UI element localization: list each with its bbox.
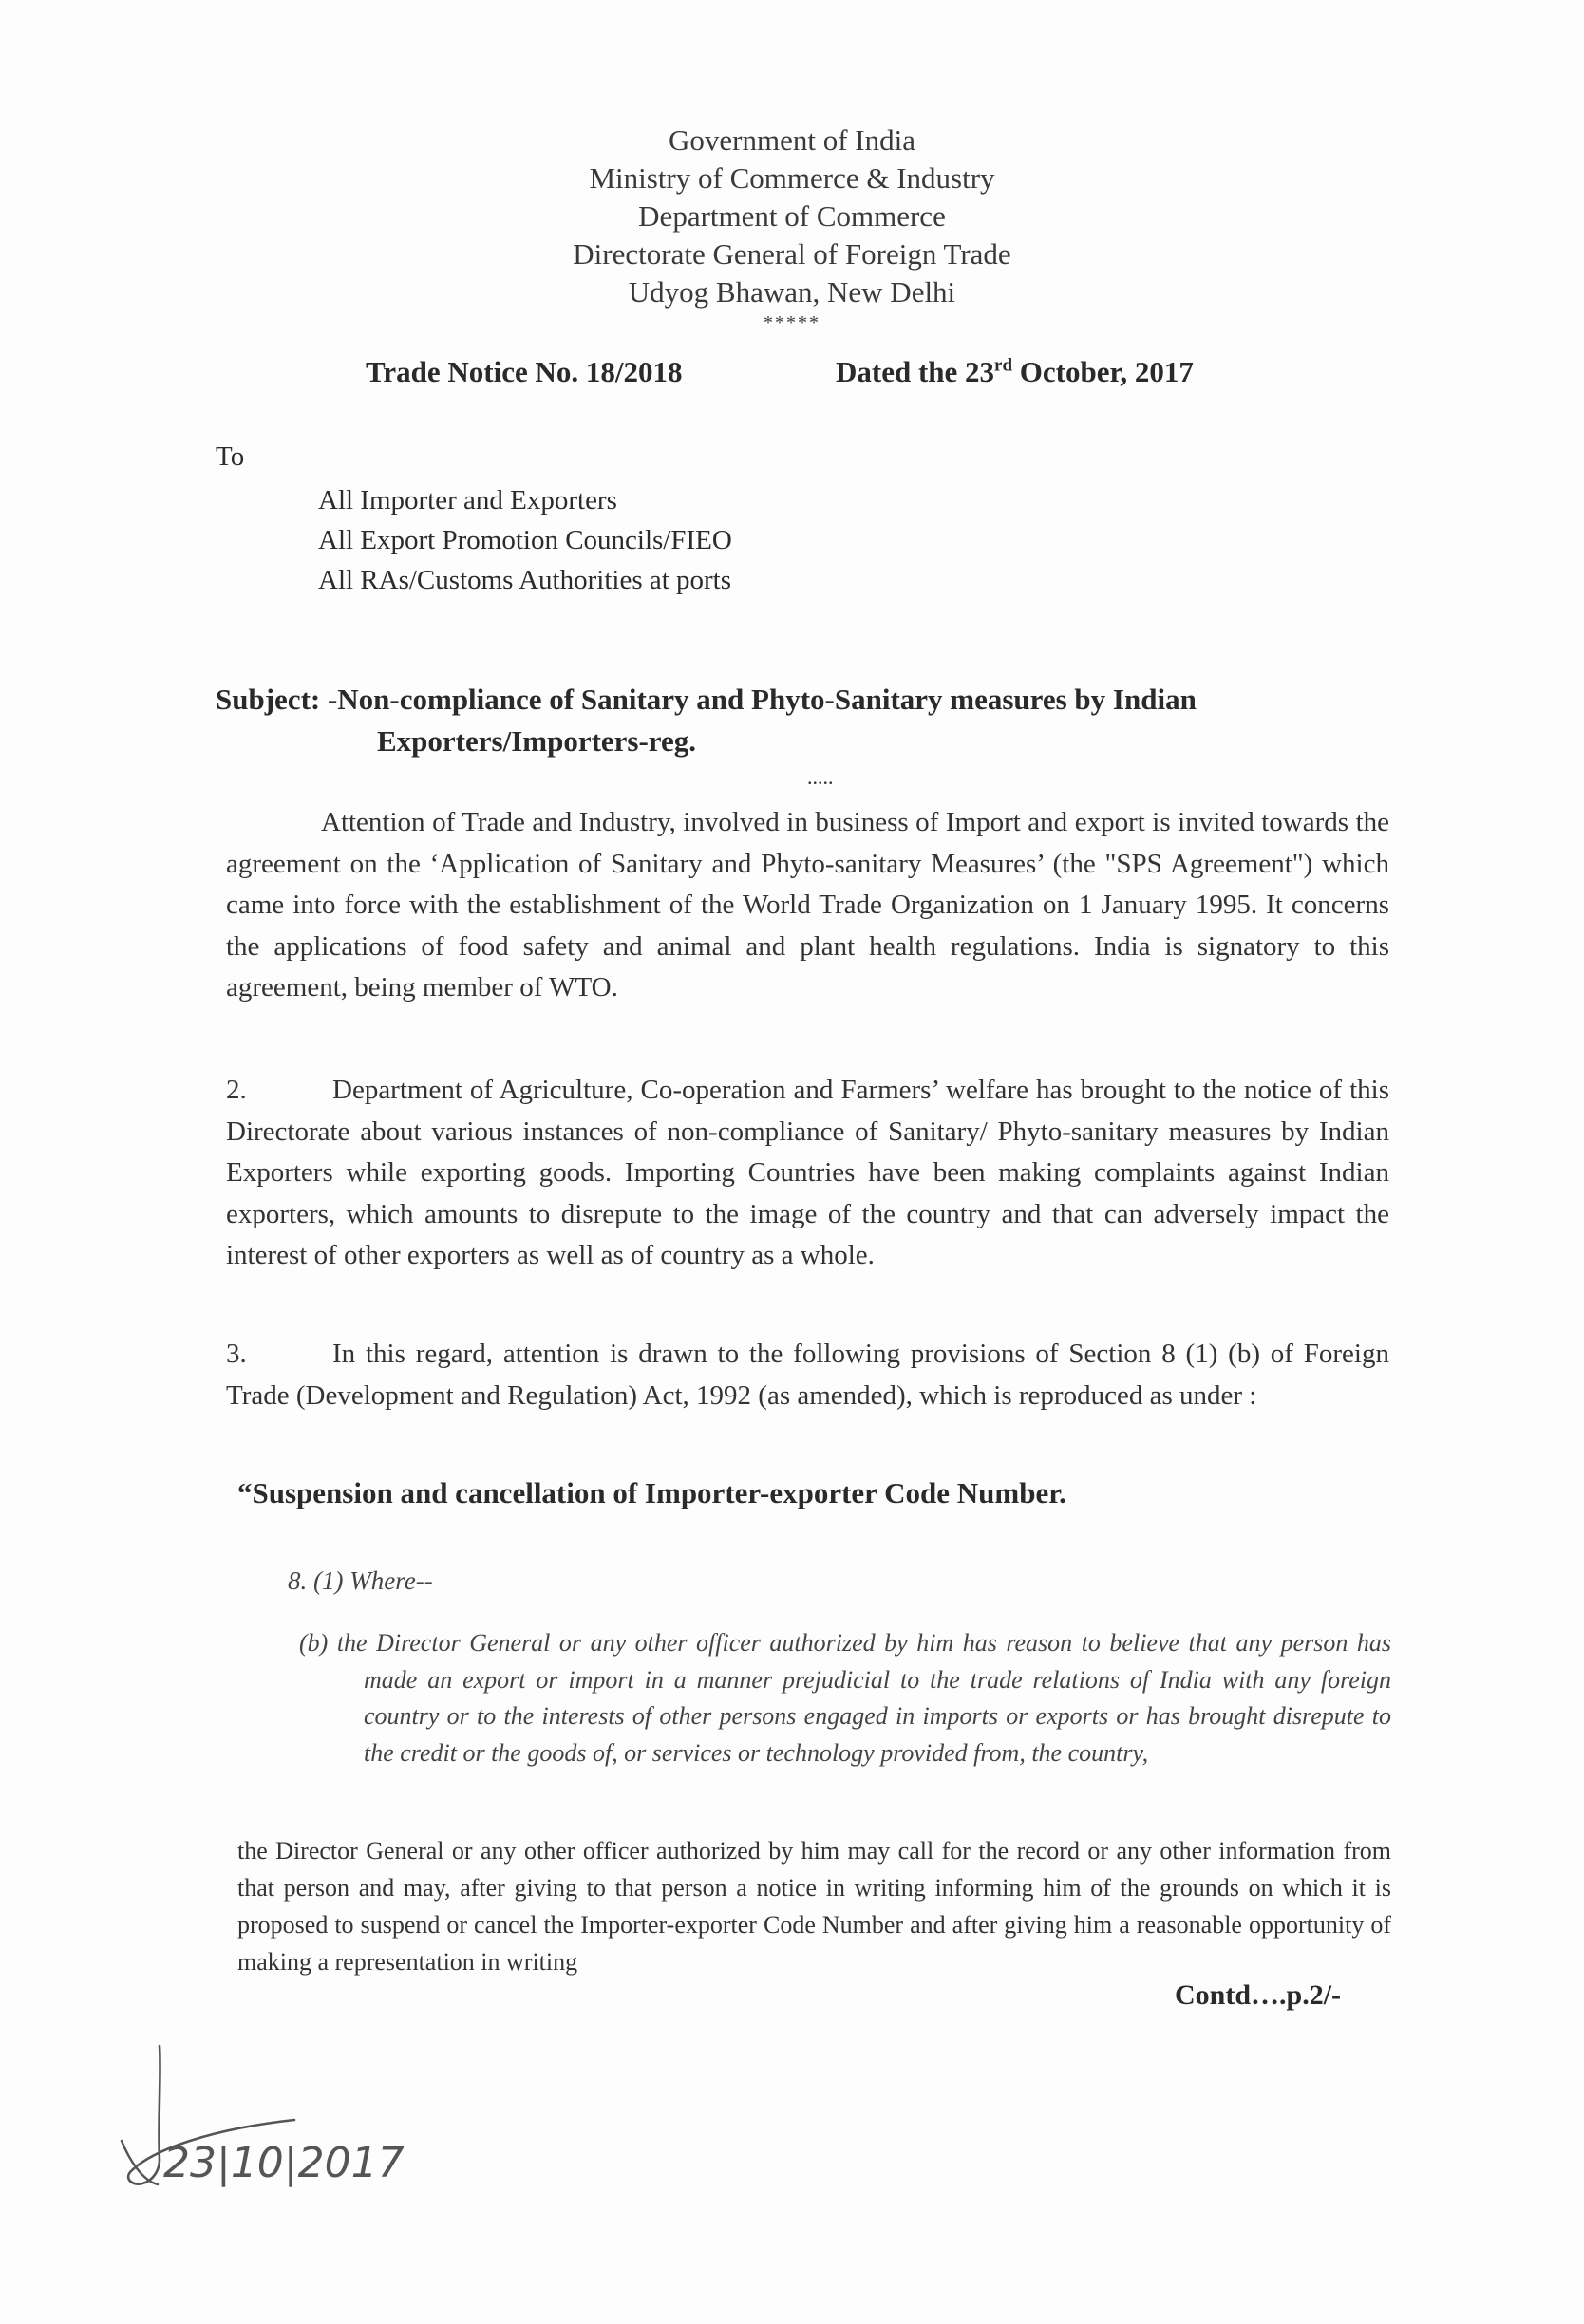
letterhead: [0, 122, 1584, 334]
subject-line: [216, 679, 1393, 762]
header-line-address: Udyog Bhawan, New Delhi: [628, 275, 956, 309]
recipient-item: All Export Promotion Councils/FIEO: [318, 525, 732, 555]
recipient-item: All RAs/Customs Authorities at ports: [318, 565, 732, 595]
paragraph-3-text: In this regard, attention is drawn to the following provisions of Section 8 (1) (b) of Foreign Trade (Development and Regulation) Act, 1992 (as amended), which is reproduced as under :: [226, 1339, 1389, 1411]
section-title: “Suspension and cancellation of Importer-exporter Code Number.: [237, 1476, 1066, 1509]
clause-heading: 8. (1) Where--: [288, 1566, 433, 1595]
notice-date-sup: rd: [994, 355, 1013, 376]
to-label: To: [216, 441, 245, 472]
header-line-department: Department of Commerce: [638, 199, 946, 233]
paragraph-1: Attention of Trade and Industry, involved in business of Import and export is invited towards the agreement on the ‘Application of Sanitary and Phyto-sanitary Measures’ (the "SPS Agreement") which came into force with the establishment of the World Trade Organization on 1 January 1995. It concerns the applications of food safety and animal and plant health regulations. India is signatory to this agreement, being member of WTO.: [226, 807, 1389, 1003]
paragraph-2-text: Department of Agriculture, Co-operation and Farmers’ welfare has brought to the notice of this Directorate about various instances of non-compliance of Sanitary/ Phyto-sanitary measures by Indian Exporters while exporting goods. Importing Countries have been making complaints against Indian exporters, which amounts to disrepute to the image of the country and that can adversely impact the interest of other exporters as well as of country as a whole.: [226, 1075, 1389, 1270]
continued-marker: Contd….p.2/-: [1175, 1979, 1342, 2011]
header-line-directorate: Directorate General of Foreign Trade: [573, 237, 1011, 271]
separator-dots: .....: [807, 765, 834, 789]
clause-b-text: (b) the Director General or any other officer authorized by him has reason to believe that any person has made an export or import in a manner prejudicial to the trade relations of India with any foreign country or to the interests of other persons engaged in imports or exports or has brought disrepute to the credit or the goods of, or services or technology provided from, the country,: [299, 1629, 1391, 1767]
header-line-government: Government of India: [669, 123, 915, 157]
notice-date: [836, 355, 1194, 389]
signature-date: 23|10|2017: [163, 2139, 405, 2187]
subject-text: Subject: -Non-compliance of Sanitary and Phyto-Sanitary measures by Indian: [216, 683, 1197, 716]
subject-continuation: Exporters/Importers-reg.: [377, 724, 697, 758]
paragraph-continued: the Director General or any other officer authorized by him may call for the record or any other information from that person and may, after giving to that person a notice in writing informing him of the grounds on which it is proposed to suspend or cancel the Importer-exporter Code Number and after giving him a reasonable opportunity of making a representation in writing: [237, 1837, 1391, 1976]
trade-notice-number: Trade Notice No. 18/2018: [366, 355, 683, 388]
paragraph-number: 2.: [226, 1075, 247, 1105]
clause-b: [299, 1625, 1391, 1771]
handwritten-signature: [104, 2017, 446, 2198]
paragraph-3: [226, 1334, 1389, 1416]
paragraph-2: [226, 1070, 1389, 1277]
recipient-item: All Importer and Exporters: [318, 485, 617, 515]
header-line-ministry: Ministry of Commerce & Industry: [589, 161, 995, 195]
notice-date-suffix: October, 2017: [1012, 355, 1194, 388]
recipients-list: [318, 480, 732, 600]
paragraph-number: 3.: [226, 1339, 247, 1369]
notice-date-prefix: Dated the 23: [836, 355, 995, 388]
header-stars: *****: [764, 312, 820, 333]
